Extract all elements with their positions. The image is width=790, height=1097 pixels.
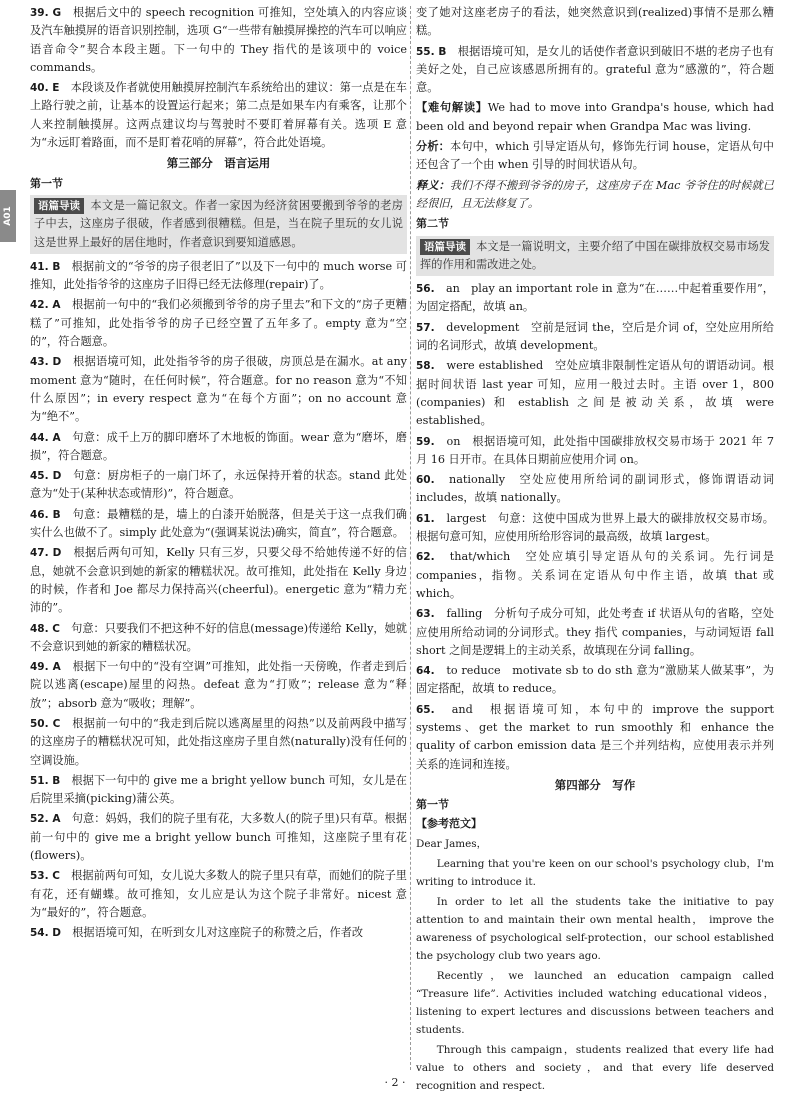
answer-explanation: falling 分析句子成分可知，此处考查 if 状语从句的省略，空处应使用所给动词的分词形式。they 指代 companies，与动词短语 fall short 之间是逻辑上的主动关系，故填现在分词 falling。: [416, 607, 774, 657]
letter-salutation: Dear James，: [416, 837, 488, 850]
translation: [416, 177, 774, 214]
column-divider: [410, 6, 411, 1070]
answer-explanation: 根据语境可知，在听到女儿对这座院子的称赞之后，作者改: [72, 926, 364, 940]
answer-number: 60.: [416, 474, 435, 487]
answer-explanation: 根据后文中的 speech recognition 可推知，空处填入的内容应谈及汽车触摸屏的语音识别控制，选项 G“一些带有触摸屏操控的汽车可以响应语音命令”契合本段主题。下一句中的 They 指代的是该项中的 voice commands。: [30, 6, 408, 74]
guide-tag: 语篇导读: [420, 239, 470, 255]
answer-item: [416, 662, 774, 699]
answer-explanation: 本段谈及作者就使用触摸屏控制汽车系统给出的建议：第一点是在车上路行驶之前，让基本的设置运行起来；第二点是如果车内有乘客，让那个人来控制触摸屏。这两点建议均与驾驶时不要盯着屏幕有关。选项 E 意为“永远盯着路面，而不是盯着花哨的屏幕”，符合此处语境。: [30, 81, 407, 150]
letter-paragraph: In order to let all the students take the initiative to pay attention to and maintain their own mental health， improve the awareness of psychological self-protection，our school established the psychology club two years ago.: [416, 895, 774, 962]
answer-item: [416, 433, 774, 470]
answer-explanation: 句意：妈妈，我们的院子里有花，大多数人(的院子里)只有草。根据前一句中的 give me a bright yellow bunch 可推知，这座院子里有花(flowers)。: [30, 812, 407, 863]
answer-number: 58.: [416, 360, 435, 373]
analysis: [416, 138, 774, 175]
answer-number: 59.: [416, 435, 435, 448]
right-column: [416, 4, 774, 1097]
answer-explanation: 根据前一句中的“我们必须搬到爷爷的房子里去”和下文的“房子更糟糕了”可推知，此处指爷爷的房子已经空置了五年多了。empty 意为“空的”，符合题意。: [30, 298, 407, 349]
translation-tag: 释义：: [416, 178, 450, 192]
answer-item: [30, 4, 407, 77]
translation-text: 我们不得不搬到爷爷的房子，这座房子在 Mac 爷爷住的时候就已经很旧，且无法修复了。: [416, 178, 774, 210]
analysis-text: 本句中，which 引导定语从句，修饰先行词 house，定语从句中还包含了一个由 when 引导的时间状语从句。: [416, 140, 774, 172]
analysis-tag: 分析：: [416, 140, 450, 154]
answer-explanation: 根据前文的“爷爷的房子很老旧了”以及下一句中的 much worse 可推知，此处指爷爷的这座房子旧得已经无法修理(repair)了。: [30, 259, 407, 292]
guide-tag: 语篇导读: [34, 198, 84, 214]
answer-number: 40. E: [30, 82, 60, 95]
answer-number: 63.: [416, 608, 435, 621]
difficult-text: We had to move into Grandpa's house, which had been old and beyond repair when Grandpa Mac was living.: [416, 101, 774, 133]
answer-explanation: nationally 空处应使用所给词的副词形式，修饰谓语动词 includes，故填 nationally。: [416, 473, 774, 505]
answer-explanation: 根据前两句可知，女儿说大多数人的院子里只有草，而她们的院子里有花，还有蝴蝶。故可推知，女儿应是认为这个院子非常好。nicest 意为“最好的”，符合题意。: [30, 869, 407, 919]
difficult-tag: 【难句解读】: [416, 101, 488, 115]
answer-item: [30, 772, 407, 809]
answer-item: [30, 658, 407, 713]
part-title: 第三部分 语言运用: [166, 156, 271, 171]
difficult-sentence: [416, 99, 774, 136]
answer-number: 39. G: [30, 7, 62, 19]
section-heading: 第一节: [30, 176, 63, 190]
guide-text: 本文是一篇记叙文。作者一家因为经济贫困要搬到爷爷的老房子中去，这座房子很破，作者感到很糟糕。但是，当在院子里玩的女儿说这是世界上最好的居住地时，作者意识到要知道感恩。: [34, 198, 403, 249]
answer-explanation: largest 句意：这使中国成为世界上最大的碳排放权交易市场。根据句意可知，应使用所给形容词的最高级，故填 largest。: [416, 511, 774, 544]
answer-list: [30, 258, 407, 943]
model-letter: [416, 835, 774, 1095]
continued-text: 变了她对这座老房子的看法，她突然意识到(realized)事情不是那么糟糕。: [416, 6, 774, 38]
side-tab: [0, 190, 16, 242]
answer-explanation: to reduce motivate sb to do sth 意为“激励某人做某事”，为固定搭配，故填 to reduce。: [416, 664, 774, 696]
answer-number: 48. C: [30, 622, 60, 635]
answer-item: [30, 715, 407, 770]
answer-number: 51. B: [30, 774, 61, 787]
answer-number: 65.: [416, 703, 435, 716]
answer-item: [30, 867, 407, 922]
answer-item: [416, 319, 774, 356]
answer-item: [416, 548, 774, 603]
answer-item: [30, 506, 407, 543]
answer-explanation: 句意：成千上万的脚印磨坏了木地板的饰面。wear 意为“磨坏，磨损”，符合题意。: [30, 430, 407, 462]
answer-number: 46. B: [30, 508, 61, 521]
answer-number: 62.: [416, 551, 435, 564]
answer-explanation: development 空前是冠词 the，空后是介词 of，空处应用所给词的名词形式，故填 development。: [416, 320, 774, 353]
answer-explanation: 根据后两句可知，Kelly 只有三岁，只要父母不给她传递不好的信息，她就不会意识到她的新家的糟糕状况。故可推知，此处指在 Kelly 身边的时候，作者和 Joe 都尽力保持高兴(cheerful)。energetic 意为“精力充沛的”。: [30, 546, 407, 615]
answer-number: 47. D: [30, 547, 62, 560]
answer-item: [30, 810, 407, 865]
answer-number: 45. D: [30, 470, 62, 483]
reference-tag: 【参考范文】: [416, 817, 482, 831]
section-heading: 第一节: [416, 798, 449, 812]
reading-guide: [30, 195, 407, 254]
answer-explanation: 根据前一句中的“我走到后院以逃离屋里的闷热”以及前两段中描写的这座房子的糟糕状况可知，此处指这座房子里自然(naturally)没有任何的空调设施。: [30, 716, 407, 767]
letter-paragraph: Recently，we launched an education campaign called “Treasure life”. Activities included watching educational videos，listening to expert lectures and discussions between teachers and students.: [416, 969, 774, 1036]
answer-number: 50. C: [30, 717, 61, 730]
answer-item: [30, 296, 407, 351]
answer-item: [30, 258, 407, 295]
answer-item: [416, 510, 774, 547]
answer-item: [416, 701, 774, 774]
answer-number: 41. B: [30, 260, 61, 273]
answer-number: 54. D: [30, 927, 61, 940]
answer-item: [30, 620, 407, 657]
answer-item: [30, 467, 407, 504]
answer-explanation: and 根据语境可知，本句中的 improve the support systems、get the market to run smoothly 和 enhance the quality of carbon emission data 是三个并列结构，应使用表示并列关系的连词和连接。: [416, 702, 774, 771]
letter-paragraph: Through this campaign，students realized that every life had value to others and society，and that every life deserved recognition and respect.: [416, 1043, 774, 1092]
answer-item: [30, 924, 407, 942]
section-heading: 第二节: [416, 217, 449, 231]
guide-text: 本文是一篇说明文，主要介绍了中国在碳排放权交易市场发挥的作用和需改进之处。: [420, 239, 770, 271]
answer-item: [416, 605, 774, 660]
side-tab-label: A01: [2, 206, 13, 226]
answer-explanation: an play an important role in 意为“在……中起着重要作用”，为固定搭配，故填 an。: [416, 282, 774, 314]
answer-explanation: 句意：最糟糕的是，墙上的白漆开始脱落，但是关于这一点我们确实什么也做不了。simply 此处意为“(强调某说法)确实，简直”，符合题意。: [30, 507, 407, 540]
answer-explanation: 句意：只要我们不把这种不好的信息(message)传递给 Kelly，她就不会意识到她的新家的糟糕状况。: [30, 621, 407, 653]
answer-number: 42. A: [30, 299, 61, 312]
answer-explanation: were established 空处应填非限制性定语从句的谓语动词。根据时间状语 last year 可知，应用一般过去时。主语 over 1，800 (companies) 和 establish 之间是被动关系，故填 were established。: [416, 359, 774, 428]
answer-number: 56.: [416, 283, 435, 296]
answer-number: 52. A: [30, 813, 61, 826]
answer-explanation: on 根据语境可知，此处指中国碳排放权交易市场于 2021 年 7 月 16 日开市。在具体日期前应使用介词 on。: [416, 434, 774, 466]
answer-item: [416, 357, 774, 430]
answer-explanation: 根据下一句中的 give me a bright yellow bunch 可知，女儿是在后院里采摘(picking)蒲公英。: [30, 773, 407, 806]
left-column: [30, 4, 407, 945]
answer-item: [30, 79, 407, 152]
answer-explanation: 根据下一句中的“没有空调”可推知，此处指一天傍晚，作者走到后院以逃离(escape)屋里的闷热。defeat 意为“打败”；release 意为“释放”；absorb 意为“吸收；理解”。: [30, 660, 407, 710]
answer-number: 53. C: [30, 870, 60, 883]
part-title: 第四部分 写作: [554, 777, 636, 792]
reading-guide: [416, 236, 774, 277]
answer-number: 55. B: [416, 45, 447, 58]
answer-explanation: 句意：厨房柜子的一扇门坏了，永远保持开着的状态。stand 此处意为“处于(某种状态或情形)”，符合题意。: [30, 469, 407, 501]
answer-item: [416, 43, 774, 98]
answer-explanation: that/which 空处应填引导定语从句的关系词。先行词是 companies，指物。关系词在定语从句中作主语，故填 that 或 which。: [416, 550, 774, 600]
answer-number: 64.: [416, 665, 435, 678]
answer-explanation: 根据语境可知，是女儿的话使作者意识到破旧不堪的老房子也有美好之处，自己应该感恩所拥有的。grateful 意为“感激的”，符合题意。: [416, 44, 774, 95]
page-number: · 2 ·: [384, 1076, 406, 1089]
answer-list: [416, 280, 774, 774]
answer-number: 44. A: [30, 431, 61, 444]
answer-explanation: 根据语境可知，此处指爷爷的房子很破，房顶总是在漏水。at any moment 意为“随时，在任何时候”，符合题意。for no reason 意为“不知什么原因”；in every respect 意为“在每个方面”；on no account 意为“绝不”。: [30, 355, 407, 424]
answer-number: 49. A: [30, 661, 61, 674]
answer-item: [30, 429, 407, 466]
letter-paragraph: Learning that you're keen on our school's psychology club，I'm writing to introduce it.: [416, 857, 774, 888]
answer-item: [30, 353, 407, 426]
answer-number: 57.: [416, 321, 435, 334]
answer-item: [30, 544, 407, 617]
answer-item: [416, 280, 774, 317]
answer-number: 61.: [416, 512, 435, 525]
answer-number: 43. D: [30, 356, 62, 369]
answer-item: [416, 471, 774, 508]
